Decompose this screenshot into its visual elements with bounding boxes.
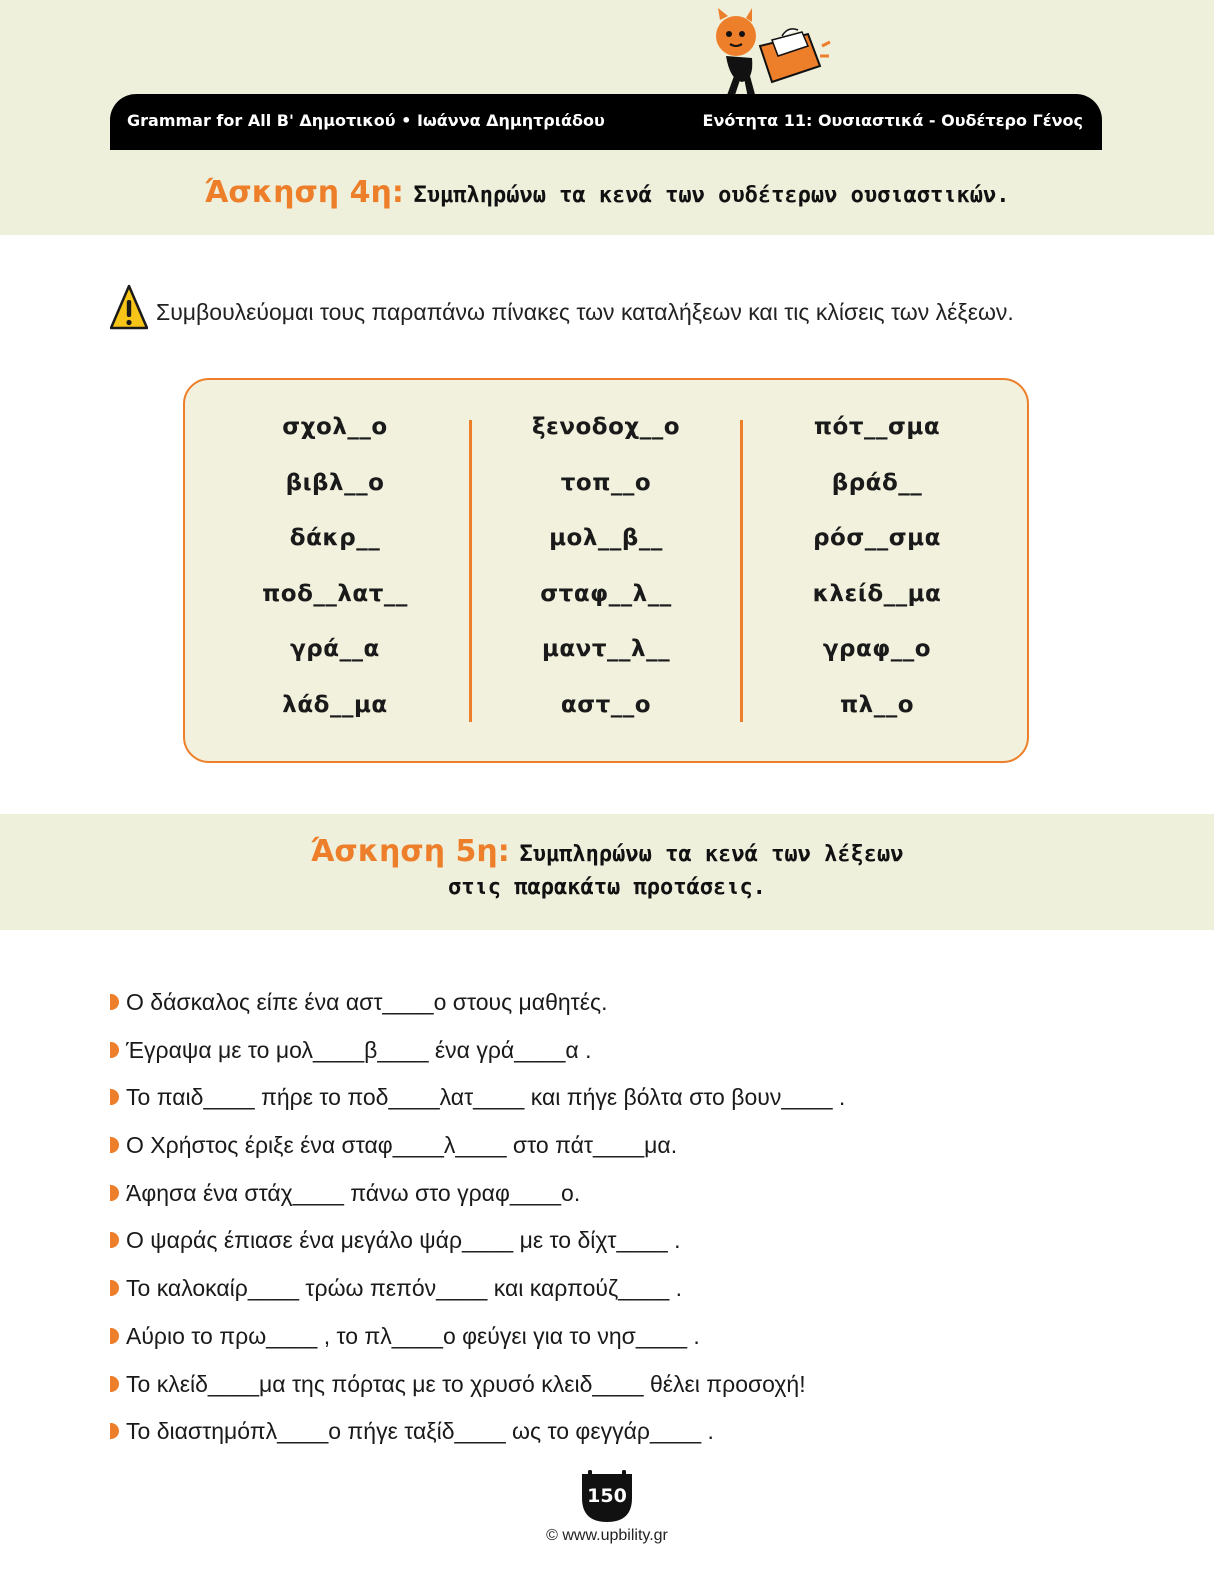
bullet-icon bbox=[110, 1089, 119, 1105]
word-column-2 bbox=[496, 414, 716, 748]
word-blank: λάδ__μα bbox=[282, 691, 388, 718]
exercise5-instruction-line2: στις παρακάτω προτάσεις. bbox=[448, 875, 766, 900]
sentence-item bbox=[110, 1177, 845, 1225]
word-blank: γραφ__ο bbox=[822, 636, 932, 663]
word-column-1 bbox=[225, 414, 445, 748]
word-blank: δάκρ__ bbox=[289, 525, 381, 552]
sentence-item bbox=[110, 1129, 845, 1177]
tip-text: Συμβουλεύομαι τους παραπάνω πίνακες των καταλήξεων και τις κλίσεις των λέξεων. bbox=[156, 299, 1014, 325]
footer-copyright: © www.upbility.gr bbox=[546, 1527, 668, 1544]
exercise4-label: Άσκηση 4η: bbox=[204, 175, 404, 210]
bullet-icon bbox=[110, 994, 119, 1010]
word-blank: βιβλ__ο bbox=[285, 469, 385, 496]
page-number: 150 bbox=[587, 1485, 627, 1507]
word-blank: ποδ__λατ__ bbox=[262, 580, 408, 607]
sentence-item bbox=[110, 1368, 845, 1416]
word-blank: γρά__α bbox=[290, 636, 380, 663]
sentence-text: Έγραψα με το μολ____β____ ένα γρά____α . bbox=[126, 1036, 592, 1063]
word-blank: κλείδ__μα bbox=[812, 580, 942, 607]
column-divider bbox=[469, 420, 472, 722]
bullet-icon bbox=[110, 1376, 119, 1392]
sentence-item bbox=[110, 1415, 845, 1463]
book-title: Grammar for All Β' Δημοτικού • Ιωάννα Δημητριάδου bbox=[127, 111, 605, 130]
bullet-icon bbox=[110, 1328, 119, 1344]
sentence-text: Ο δάσκαλος είπε ένα αστ____ο στους μαθητές. bbox=[126, 989, 608, 1015]
unit-title: Ενότητα 11: Ουσιαστικά - Ουδέτερο Γένος bbox=[702, 111, 1083, 130]
sentence-item bbox=[110, 1272, 845, 1320]
sentence-list bbox=[110, 986, 845, 1463]
word-blank: ρόσ__σμα bbox=[813, 525, 941, 552]
bullet-icon bbox=[110, 1232, 119, 1248]
bullet-icon bbox=[110, 1185, 119, 1201]
sentence-item bbox=[110, 1034, 845, 1082]
sentence-text: Το παιδ____ πήρε το ποδ____λατ____ και πήγε βόλτα στο βουν____ . bbox=[126, 1084, 846, 1111]
header-bar bbox=[110, 94, 1102, 150]
word-blank: μολ__β__ bbox=[549, 525, 663, 552]
sentence-text: Το κλείδ____μα της πόρτας με το χρυσό κλειδ____ θέλει προσοχή! bbox=[126, 1370, 806, 1397]
exercise4-title bbox=[0, 175, 1214, 210]
exercise5-label: Άσκηση 5η: bbox=[310, 834, 510, 869]
sentence-text: Το διαστημόπλ____ο πήγε ταξίδ____ ως το φεγγάρ____ . bbox=[126, 1418, 714, 1445]
word-blank: τοπ__ο bbox=[560, 469, 652, 496]
sentence-text: Ο ψαράς έπιασε ένα μεγάλο ψάρ____ με το δίχτ____ . bbox=[126, 1227, 681, 1254]
fox-mascot-icon bbox=[712, 6, 832, 100]
word-blank: αστ__ο bbox=[560, 691, 652, 718]
sentence-item bbox=[110, 986, 845, 1034]
column-divider bbox=[740, 420, 743, 722]
sentence-item bbox=[110, 1320, 845, 1368]
sentence-text: Ο Χρήστος έριξε ένα σταφ____λ____ στο πάτ____μα. bbox=[126, 1132, 678, 1159]
sentence-text: Άφησα ένα στάχ____ πάνω στο γραφ____ο. bbox=[126, 1179, 581, 1206]
exercise5-instruction-line1: Συμπληρώνω τα κενά των λέξεων bbox=[519, 842, 904, 867]
sentence-text: Το καλοκαίρ____ τρώω πεπόν____ και καρπούζ____ . bbox=[126, 1275, 683, 1302]
tip-row bbox=[110, 284, 1110, 334]
bullet-icon bbox=[110, 1137, 119, 1153]
word-blank: σχολ__ο bbox=[282, 414, 388, 440]
bullet-icon bbox=[110, 1423, 119, 1439]
sentence-text: Αύριο το πρω____ , το πλ____ο φεύγει για το νησ____ . bbox=[126, 1322, 700, 1349]
exercise4-instruction: Συμπληρώνω τα κενά των ουδέτερων ουσιαστικών. bbox=[413, 183, 1010, 208]
bullet-icon bbox=[110, 1280, 119, 1296]
word-blank: σταφ__λ__ bbox=[540, 580, 672, 607]
sentence-item bbox=[110, 1224, 845, 1272]
bullet-icon bbox=[110, 1042, 119, 1058]
word-blank: μαντ__λ__ bbox=[541, 636, 671, 663]
word-blank: ξενοδοχ__ο bbox=[531, 414, 681, 440]
word-grid-box bbox=[183, 378, 1029, 763]
exercise5-title bbox=[0, 836, 1214, 905]
word-blank: βράδ__ bbox=[831, 469, 923, 496]
word-column-3 bbox=[767, 414, 987, 748]
word-blank: πότ__σμα bbox=[813, 414, 941, 440]
word-blank: πλ__ο bbox=[839, 691, 915, 718]
sentence-item bbox=[110, 1081, 845, 1129]
warning-icon bbox=[110, 284, 148, 332]
